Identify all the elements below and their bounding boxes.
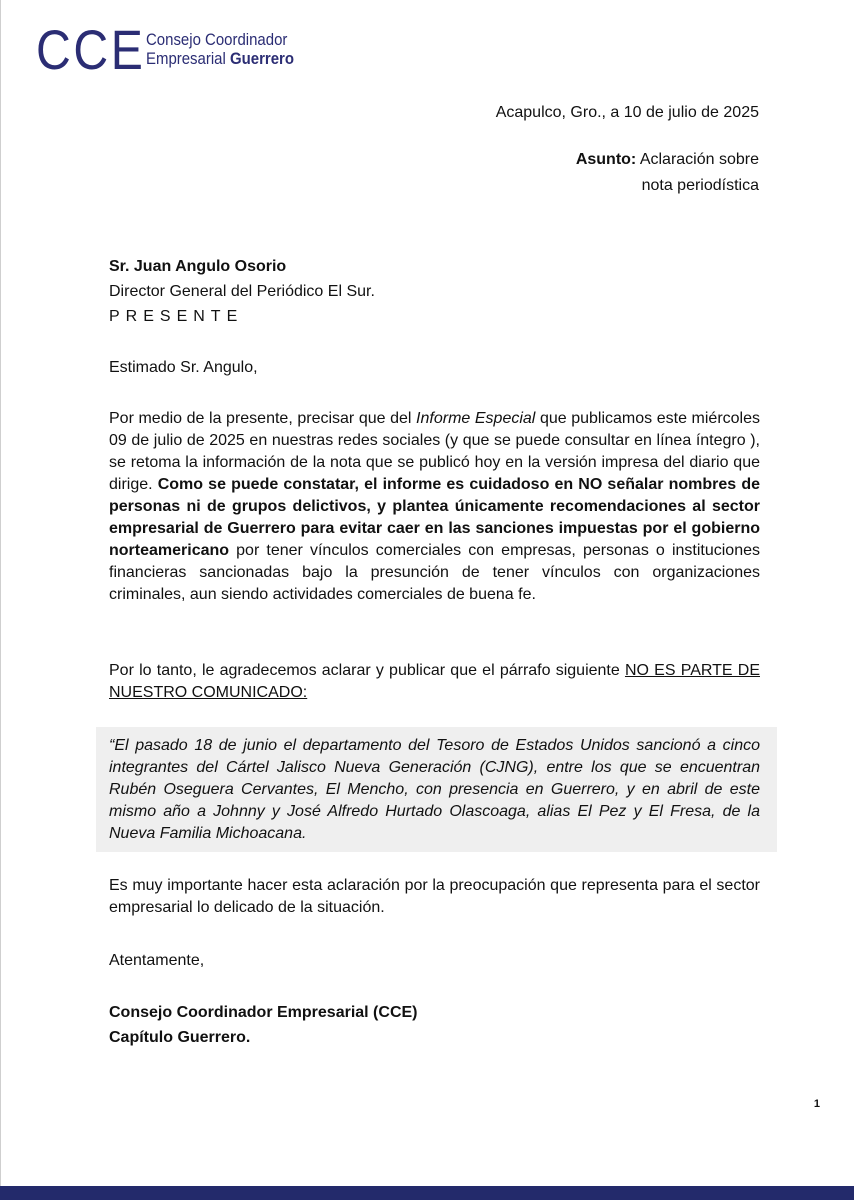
signature-line-1: Consejo Coordinador Empresarial (CCE) [109,1004,418,1021]
body-paragraph-2 [109,660,760,704]
letter-date: Acapulco, Gro., a 10 de julio de 2025 [495,104,759,121]
footer-bar [0,1186,854,1200]
body1-text-1: Por medio de la presente, precisar que del [109,410,417,427]
logo-line-1: Consejo Coordinador [146,30,288,49]
body1-italic: Informe Especial [416,410,536,427]
body2-underline: NO ES PARTE DE NUESTRO COMUNICADO: [109,662,760,701]
logo-line-2-regular: Empresarial [146,49,230,68]
logo-text [146,30,294,68]
body1-bold: Como se puede constatar, el informe es cuidadoso en NO señalar nombres de personas ni de grupos delictivos, y plantea únicamente recomendaciones al sector empresarial de Guerrero para evitar caer en las sanciones impuestas por el gobierno norteamericano [109,476,760,559]
page-border [0,0,1,1200]
recipient-name: Sr. Juan Angulo Osorio [109,258,287,275]
recipient-title: Director General del Periódico El Sur. [109,283,375,300]
body1-text-5: por tener vínculos comerciales con empresas, personas o instituciones financieras sancionadas bajo la presunción de tener vínculos con organizaciones criminales, aun siendo actividades comerciales de buena fe. [109,542,760,603]
subject-line-2: nota periodística [641,177,759,194]
recipient-block [109,254,760,329]
logo-line-2-bold: Guerrero [229,49,294,68]
closing: Atentamente, [109,952,205,969]
greeting: Estimado Sr. Angulo, [109,359,258,376]
subject-line-1: Aclaración sobre [636,151,759,168]
letter-subject [576,147,759,199]
logo-mark: CCE [36,18,146,81]
body2-text: Por lo tanto, le agradecemos aclarar y publicar que el párrafo siguiente [109,662,625,679]
body-paragraph-1 [109,408,760,606]
signature [109,1000,760,1050]
recipient-presente: PRESENTE [109,308,244,325]
logo-line-2 [146,49,294,68]
page-number: 1 [813,1098,820,1110]
quoted-paragraph: “El pasado 18 de junio el departamento del Tesoro de Estados Unidos sancionó a cinco integrantes del Cártel Jalisco Nueva Generación (CJNG), entre los que se encuentran Rubén Oseguera Cervantes, El Mencho, con presencia en Guerrero, y en abril de este mismo año a Johnny y José Alfredo Hurtado Olascoaga, alias El Pez y El Fresa, de la Nueva Familia Michoacana. [109,737,760,842]
subject-label: Asunto: [575,151,637,168]
body1-text-3: que publicamos este miércoles 09 de julio de 2025 en nuestras redes sociales (y que se puede consultar en línea íntegro ), se retoma la información de la nota que se publicó hoy en la versión impresa del diario que dirige. [109,410,761,493]
body-paragraph-3: Es muy importante hacer esta aclaración por la preocupación que representa para el sector empresarial lo delicado de la situación. [109,877,760,916]
signature-line-2: Capítulo Guerrero. [109,1029,251,1046]
